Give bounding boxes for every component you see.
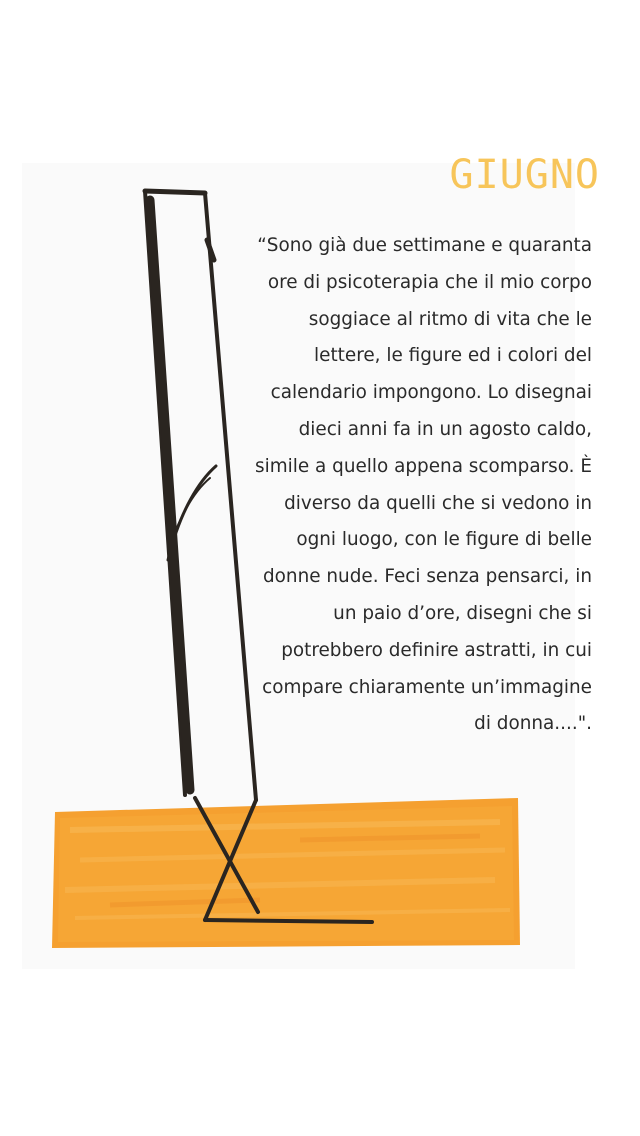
page-title: GIUGNO <box>449 152 600 198</box>
quote-text: “Sono già due settimane e quaranta ore di psicoterapia che il mio corpo soggiace al ritmo di vita che le lettere, le figure ed i colori del calendario impongono. Lo disegnai dieci anni fa in un agosto caldo, simile a quello appena scomparso. È diverso da quelli che si vedono in ogni luogo, con le figure di belle donne nude. Feci senza pensarci, in un paio d’ore, disegni che si potrebbero definire astratti, in cui compare chiaramente un’immagine di donna....". <box>255 235 592 735</box>
orange-stripe-icon <box>52 798 520 948</box>
